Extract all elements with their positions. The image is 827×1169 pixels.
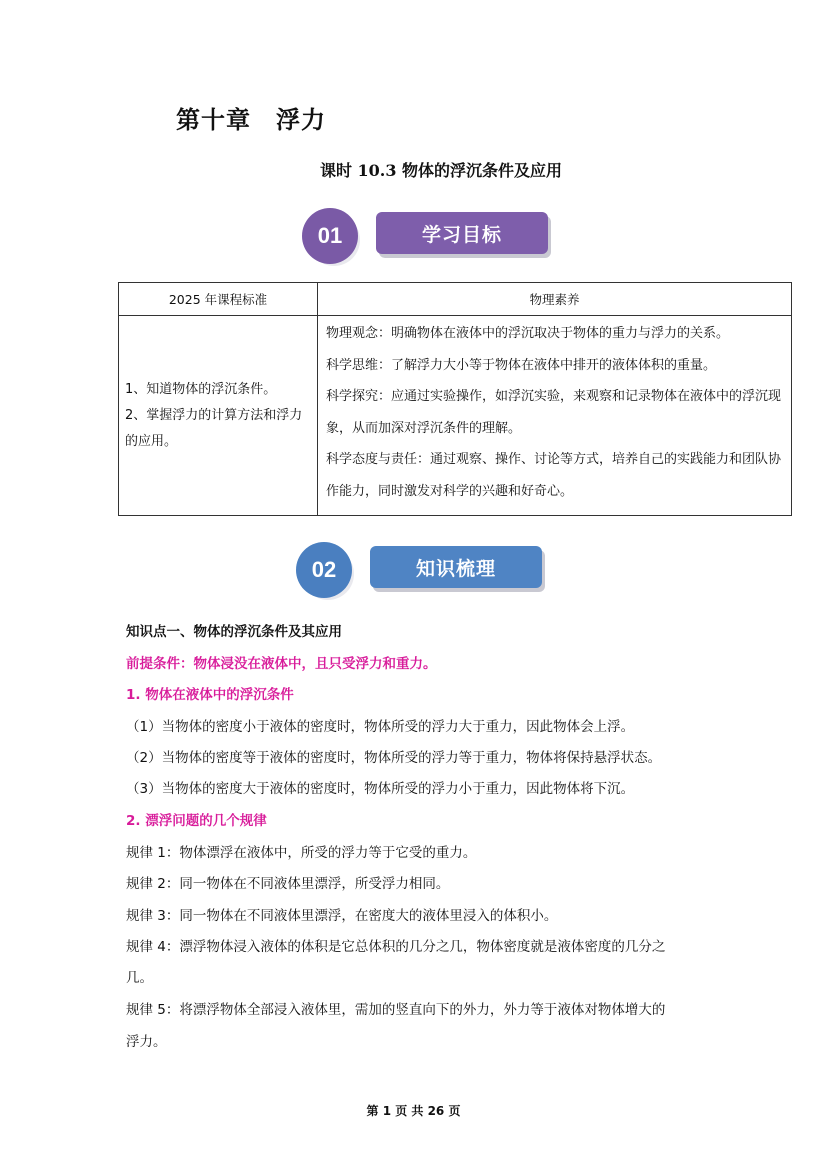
list-item: （1）当物体的密度小于液体的密度时，物体所受的浮力大于重力，因此物体会上浮。	[126, 719, 635, 735]
literacy-item: 科学思维：了解浮力大小等于物体在液体中排开的液体体积的重量。	[326, 357, 717, 373]
literacy-item: 科学态度与责任：通过观察、操作、讨论等方式，培养自己的实践能力和团队协作能力，同时激发对科学的兴趣和好奇心。	[326, 452, 782, 499]
goals-table	[118, 282, 792, 516]
rule-item: 规律 5：将漂浮物体全部浸入液体里，需加的竖直向下的外力，外力等于液体对物体增大的	[126, 1002, 666, 1018]
rule-item: 浮力。	[126, 1034, 167, 1050]
rule-item: 规律 1：物体漂浮在液体中，所受的浮力等于它受的重力。	[126, 845, 477, 861]
rule-item: 规律 3：同一物体在不同液体里漂浮，在密度大的液体里浸入的体积小。	[126, 908, 558, 924]
list-item: （2）当物体的密度等于液体的密度时，物体所受的浮力等于重力，物体将保持悬浮状态。	[126, 750, 662, 766]
badge-number: 01	[302, 208, 358, 264]
literacy-cell	[318, 316, 792, 516]
knowledge-point-title: 知识点一、物体的浮沉条件及其应用	[126, 624, 342, 640]
badge-label: 学习目标	[376, 212, 548, 254]
badge-number: 02	[296, 542, 352, 598]
literacy-item: 科学探究：应通过实验操作，如浮沉实验，来观察和记录物体在液体中的浮沉现象，从而加深对浮沉条件的理解。	[326, 389, 782, 436]
standard-item: 1、知道物体的浮沉条件。	[125, 381, 277, 397]
list-item: （3）当物体的密度大于液体的密度时，物体所受的浮力小于重力，因此物体将下沉。	[126, 781, 635, 797]
premise-text: 前提条件：物体浸没在液体中，且只受浮力和重力。	[126, 656, 437, 672]
rule-item: 几。	[126, 970, 153, 986]
subsection-title: 2. 漂浮问题的几个规律	[126, 813, 267, 829]
chapter-title: 第十章 浮力	[176, 105, 326, 134]
table-header-row	[119, 283, 792, 316]
lesson-title: 课时 10.3 物体的浮沉条件及应用	[319, 161, 563, 180]
standard-item: 2、掌握浮力的计算方法和浮力的应用。	[125, 407, 303, 449]
standards-cell	[119, 316, 318, 516]
literacy-item: 物理观念：明确物体在液体中的浮沉取决于物体的重力与浮力的关系。	[326, 326, 730, 341]
section-badge-learning-goals	[300, 206, 550, 270]
header-curriculum-standard: 2025 年课程标准	[119, 283, 318, 316]
badge-label: 知识梳理	[370, 546, 542, 588]
rule-item: 规律 2：同一物体在不同液体里漂浮，所受浮力相同。	[126, 876, 450, 892]
rule-item: 规律 4：漂浮物体浸入液体的体积是它总体积的几分之几，物体密度就是液体密度的几分之	[126, 939, 666, 955]
section-badge-knowledge	[294, 540, 544, 604]
subsection-title: 1. 物体在液体中的浮沉条件	[126, 687, 294, 703]
header-physics-literacy: 物理素养	[318, 283, 792, 316]
page-footer: 第 1 页 共 26 页	[366, 1104, 461, 1118]
table-row	[119, 316, 792, 516]
